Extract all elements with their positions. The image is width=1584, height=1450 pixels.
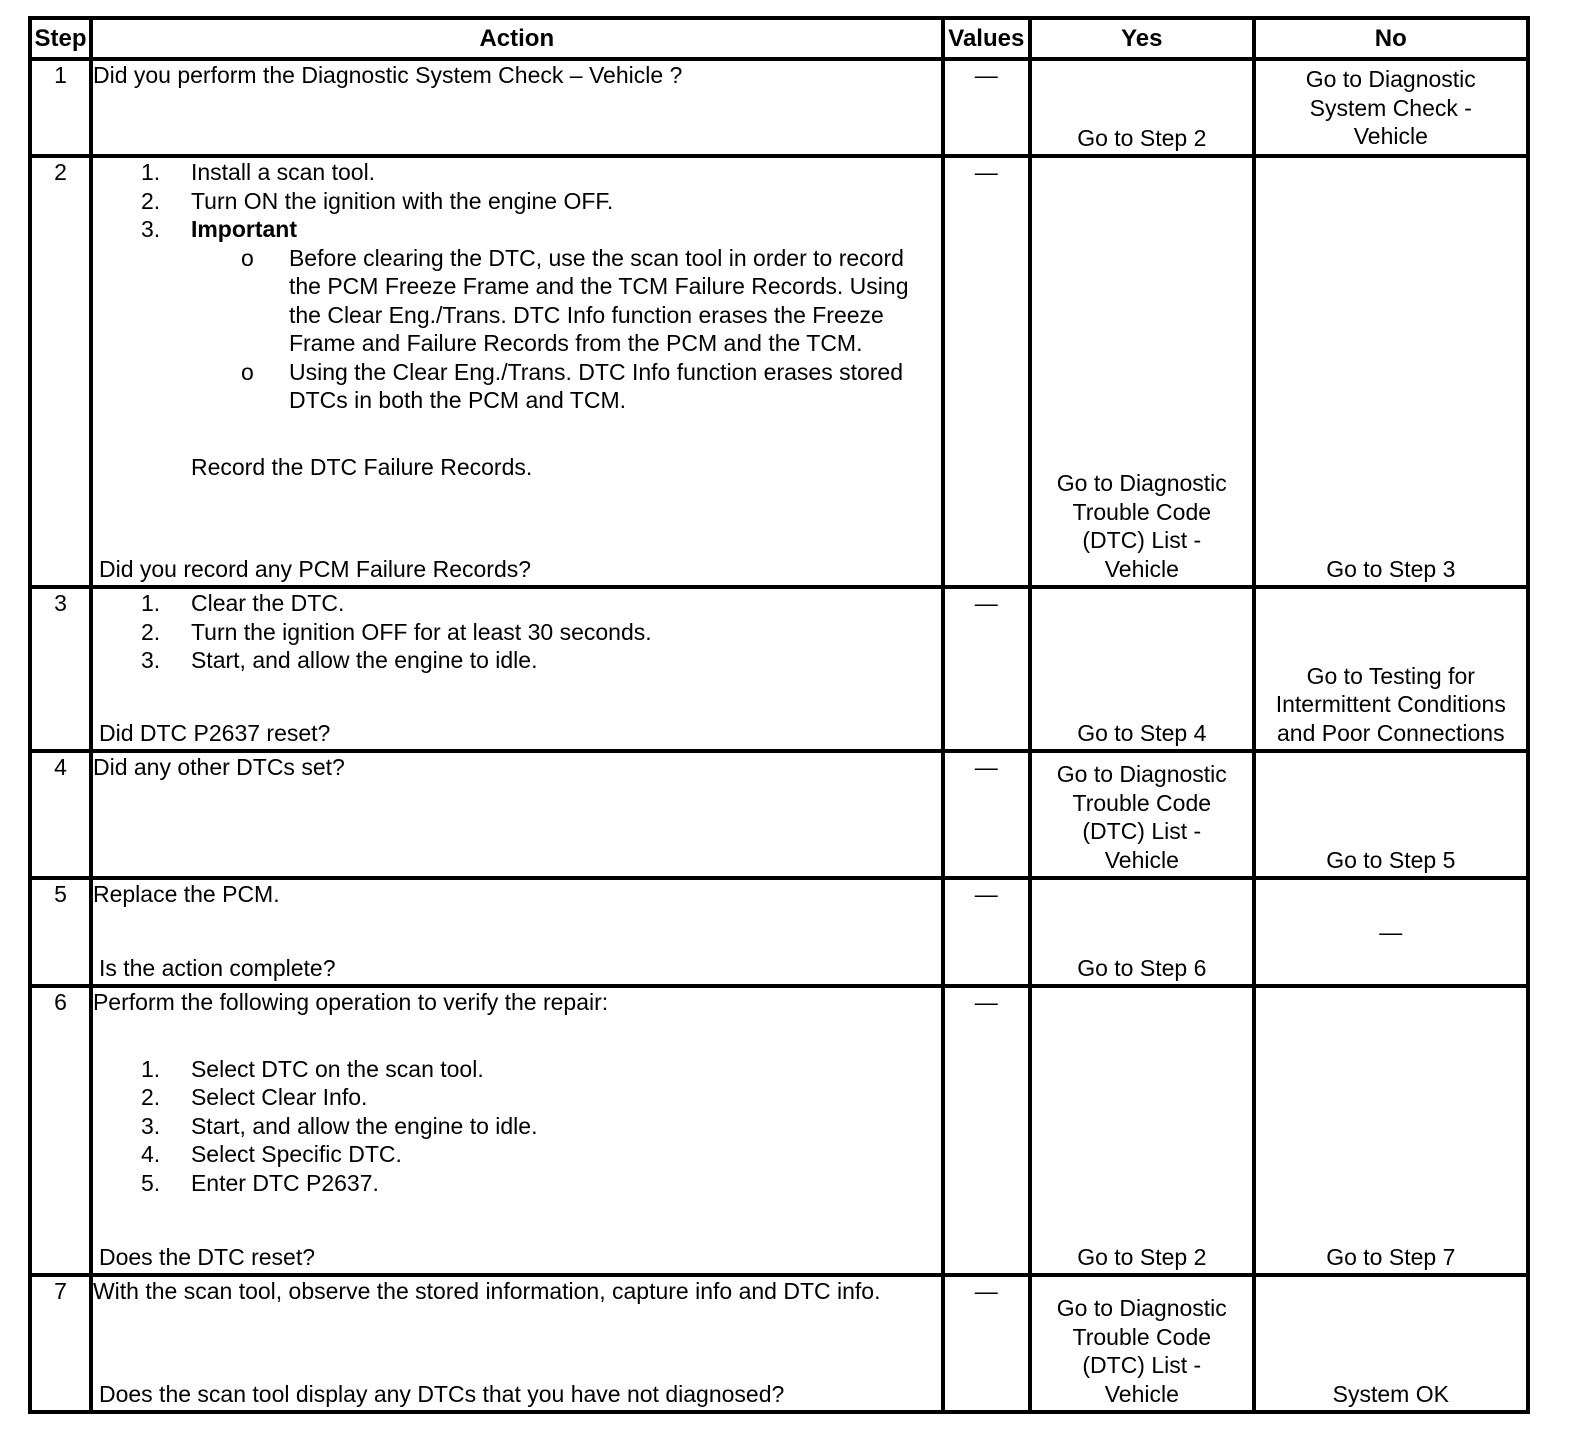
yes-cell	[1030, 986, 1254, 1275]
yes-text: Go to Step 2	[1077, 1243, 1207, 1270]
important-bullets	[93, 244, 941, 415]
action-steps	[93, 1055, 941, 1198]
header-values: Values	[943, 18, 1030, 59]
no-cell	[1254, 59, 1528, 156]
action-steps	[93, 158, 941, 244]
step-number: 4	[30, 751, 91, 878]
values-cell: —	[943, 59, 1030, 156]
yes-cell	[1030, 587, 1254, 751]
list-item: 1. Clear the DTC.	[140, 590, 345, 616]
no-cell	[1254, 986, 1528, 1275]
yes-text: Go to Step 2	[1077, 124, 1207, 151]
yes-cell	[1030, 59, 1254, 156]
list-item: 2. Turn ON the ignition with the engine OFF.	[140, 187, 614, 214]
table-row	[30, 59, 1528, 156]
values-cell: —	[943, 751, 1030, 878]
no-cell	[1254, 751, 1528, 878]
list-item: o Using the Clear Eng./Trans. DTC Info function erases stored DTCs in both the PCM and TCM.	[240, 358, 904, 413]
no-cell	[1254, 587, 1528, 751]
yes-text: Go to Diagnostic Trouble Code (DTC) List - Vehicle	[1056, 1295, 1227, 1407]
list-item: 4. Select Specific DTC.	[140, 1141, 402, 1167]
action-cell	[91, 587, 943, 751]
list-item: 5. Enter DTC P2637.	[140, 1169, 379, 1196]
values-cell: —	[943, 587, 1030, 751]
action-cell	[91, 878, 943, 986]
header-yes: Yes	[1030, 18, 1254, 59]
step-number: 5	[30, 878, 91, 986]
action-question: Did you record any PCM Failure Records?	[98, 555, 532, 582]
table-row	[30, 751, 1528, 878]
action-steps	[93, 589, 941, 675]
values-cell: —	[943, 1275, 1030, 1412]
list-item: 1. Select DTC on the scan tool.	[140, 1055, 484, 1082]
no-text: Go to Testing for Intermittent Conditions and Poor Connections	[1275, 662, 1506, 746]
important-label: Important	[190, 216, 298, 242]
no-text: Go to Diagnostic System Check - Vehicle	[1305, 66, 1476, 149]
values-cell: —	[943, 986, 1030, 1275]
yes-text: Go to Diagnostic Trouble Code (DTC) List - Vehicle	[1056, 470, 1227, 582]
table-row	[30, 986, 1528, 1275]
bullet-icon: o	[240, 244, 254, 271]
list-item: 1. Install a scan tool.	[140, 159, 376, 185]
table-row	[30, 1275, 1528, 1412]
yes-cell	[1030, 1275, 1254, 1412]
action-question: Is the action complete?	[98, 954, 336, 981]
header-row	[30, 18, 1528, 59]
yes-cell	[1030, 878, 1254, 986]
header-step: Step	[30, 18, 91, 59]
table-row	[30, 878, 1528, 986]
action-question: Did any other DTCs set?	[92, 754, 345, 780]
yes-text: Go to Step 6	[1077, 954, 1207, 981]
no-text: Go to Step 3	[1326, 555, 1456, 582]
action-intro: Perform the following operation to verify the repair:	[92, 989, 609, 1015]
no-text: System OK	[1332, 1380, 1449, 1407]
action-cell	[91, 751, 943, 878]
no-cell: —	[1254, 878, 1528, 986]
action-question: Does the DTC reset?	[98, 1243, 315, 1270]
no-text: Go to Step 7	[1326, 1243, 1456, 1270]
no-text: Go to Step 5	[1326, 846, 1456, 873]
header-no: No	[1254, 18, 1528, 59]
step-number: 6	[30, 986, 91, 1275]
diagnostic-table	[28, 16, 1530, 1414]
step-number: 2	[30, 156, 91, 587]
yes-cell	[1030, 751, 1254, 878]
list-item: 3. Start, and allow the engine to idle.	[140, 1112, 538, 1139]
list-item: o Before clearing the DTC, use the scan tool in order to record the PCM Freeze Frame and the TCM Failure Records. Using the Clear Eng./Trans. DTC Info function erases the Freeze Frame and Failure Records from the PCM and the TCM.	[240, 244, 909, 356]
list-item: 2. Select Clear Info.	[140, 1084, 368, 1110]
action-intro: Replace the PCM.	[92, 881, 280, 907]
list-item: 3. Important	[140, 216, 298, 242]
step-number: 7	[30, 1275, 91, 1412]
action-intro: With the scan tool, observe the stored information, capture info and DTC info.	[92, 1278, 881, 1304]
action-cell	[91, 156, 943, 587]
action-question: Does the scan tool display any DTCs that you have not diagnosed?	[98, 1380, 785, 1407]
action-cell	[91, 59, 943, 156]
action-question: Did DTC P2637 reset?	[98, 719, 331, 746]
action-cell	[91, 1275, 943, 1412]
list-item: 2. Turn the ignition OFF for at least 30 seconds.	[140, 618, 652, 645]
yes-text: Go to Step 4	[1077, 719, 1207, 746]
list-item: 3. Start, and allow the engine to idle.	[140, 647, 538, 673]
table-row	[30, 156, 1528, 587]
step-number: 3	[30, 587, 91, 751]
yes-text: Go to Diagnostic Trouble Code (DTC) List - Vehicle	[1056, 761, 1227, 873]
header-action: Action	[91, 18, 943, 59]
action-question: Did you perform the Diagnostic System Check – Vehicle ?	[92, 62, 683, 88]
values-cell: —	[943, 878, 1030, 986]
yes-cell	[1030, 156, 1254, 587]
no-cell	[1254, 156, 1528, 587]
values-cell: —	[943, 156, 1030, 587]
bullet-icon: o	[240, 358, 254, 385]
no-cell	[1254, 1275, 1528, 1412]
action-cell	[91, 986, 943, 1275]
step-number: 1	[30, 59, 91, 156]
action-note: Record the DTC Failure Records.	[190, 453, 533, 480]
table-row	[30, 587, 1528, 751]
